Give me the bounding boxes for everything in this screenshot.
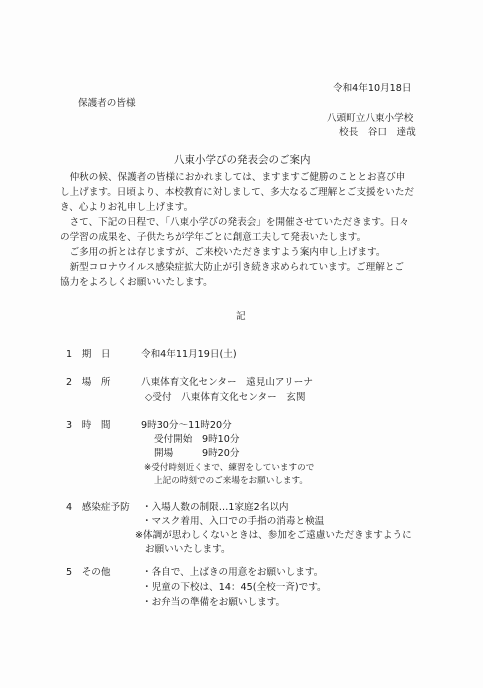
item-value: ・入場人数の制限…1家庭2名以内 — [142, 502, 289, 513]
item-value: ◇受付 八東体育文化センター 玄関 — [145, 392, 306, 403]
item-value: ・各自で、上ばきの用意をお願いします。 — [142, 567, 324, 578]
item-value: ・マスク着用、入口での手指の消毒と検温 — [142, 516, 325, 527]
ki-heading: 記 — [236, 311, 246, 322]
item-note: ※体調が思わしくないときは、参加をご遠慮いただきますように — [135, 530, 412, 541]
item-value: ・児童の下校は、14：45(全校一斉)です。 — [142, 582, 327, 593]
item-value: 9時30分～11時20分 — [141, 420, 232, 431]
date: 令和4年10月18日 — [333, 83, 412, 94]
body-line: 協力をよろしくお願いいたします。 — [60, 277, 213, 288]
item-note: 上記の時刻でのご来場をお願いします。 — [154, 476, 309, 486]
item-value: 開場 9時20分 — [154, 448, 240, 459]
item-label-other: 5 その他 — [66, 567, 111, 578]
body-text — [60, 170, 420, 290]
document-title: 八東小学びの発表会のご案内 — [174, 154, 311, 166]
item-label-place: 2 場 所 — [66, 377, 111, 388]
item-label-time: 3 時 間 — [66, 420, 111, 431]
body-line: の学習の成果を、子供たちが学年ごとに創意工夫して発表いたします。 — [60, 232, 367, 243]
body-line: き、心よりお礼申し上げます。 — [60, 202, 194, 213]
principal-name: 校長 谷口 達哉 — [339, 127, 416, 138]
item-value: ・お弁当の準備をお願いします。 — [142, 597, 286, 608]
body-line: 新型コロナウイルス感染症拡大防止が引き続き求められています。ご理解とご — [60, 262, 405, 273]
item-note: お願いいたします。 — [145, 544, 231, 555]
item-value: 受付開始 9時10分 — [154, 434, 240, 445]
item-value: 八東体育文化センター 遠見山アリーナ — [141, 377, 313, 388]
item-note: ※受付時刻近くまで、練習をしていますので — [144, 463, 315, 473]
body-line: さて、下記の日程で、「八東小学びの発表会」を開催させていただきます。日々 — [60, 217, 410, 228]
item-label-date: 1 期 日 — [66, 349, 111, 360]
school-name: 八頭町立八東小学校 — [327, 113, 414, 124]
item-label-infection: 4 感染症予防 — [66, 502, 130, 513]
addressee: 保護者の皆様 — [78, 98, 136, 109]
body-line: 仲秋の候、保護者の皆様におかれましては、ますますご健勝のこととお喜び申 — [60, 172, 406, 183]
body-line: ご多用の折とは存じますが、ご来校いただきますよう案内申し上げます。 — [60, 247, 386, 258]
item-value: 令和4年11月19日(土) — [141, 349, 237, 360]
body-line: し上げます。日頃より、本校教育に対しまして、多大なるご理解とご支援をいただ — [60, 187, 415, 198]
